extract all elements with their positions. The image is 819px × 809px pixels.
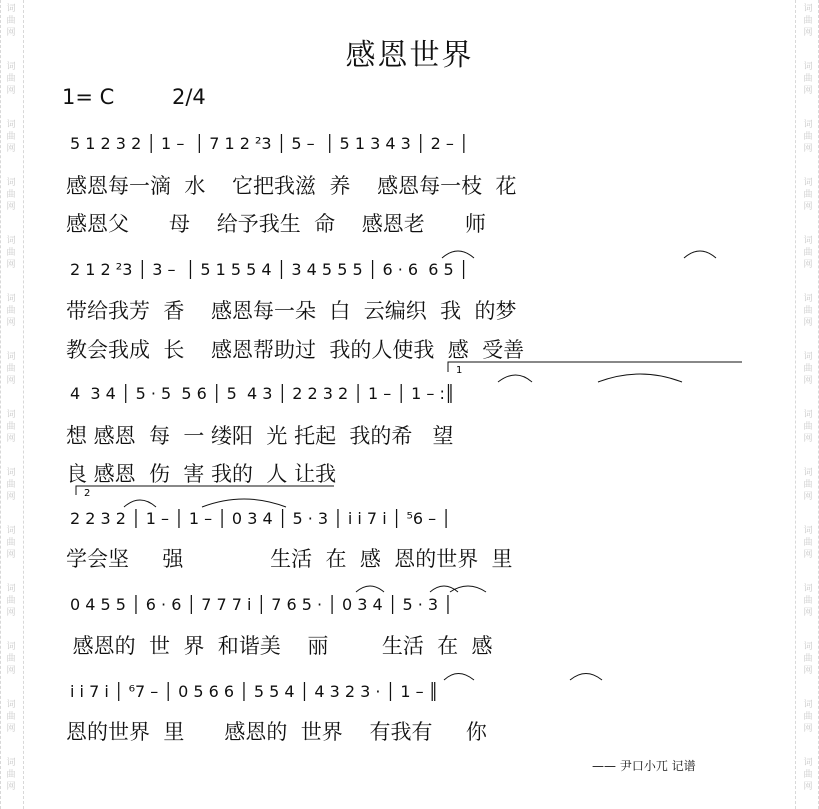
lyric-row-1-verse-2: 感恩父 母 给予我生 命 感恩老 师 <box>66 212 486 236</box>
slur <box>444 674 474 681</box>
slur <box>570 674 602 681</box>
watermark-char: 网 <box>803 202 813 212</box>
volta-1-bracket <box>448 362 742 372</box>
notation-row-3: 4 3 4 │ 5 · 5 5 6 │ 5 4 3 │ 2 2 3 2 │ 1 – │ 1 – :║ <box>70 384 455 403</box>
lyric-row-4: 学会坚 强 生活 在 感 恩的世界 里 <box>66 547 513 571</box>
slur <box>684 251 716 258</box>
watermark-char: 网 <box>6 434 16 444</box>
watermark-char: 词 <box>6 4 16 14</box>
watermark-char: 词 <box>803 758 813 768</box>
watermark-char: 网 <box>6 492 16 502</box>
watermark-char: 词 <box>6 584 16 594</box>
watermark-char: 词 <box>803 120 813 130</box>
watermark-char: 曲 <box>6 712 16 722</box>
slur <box>450 586 486 592</box>
watermark-char: 曲 <box>803 596 813 606</box>
watermark-char: 曲 <box>803 306 813 316</box>
watermark-char: 曲 <box>803 16 813 26</box>
volta-1-label: 1 <box>456 365 463 376</box>
watermark-char: 词 <box>803 468 813 478</box>
notation-row-4: 2 2 3 2 │ 1 – │ 1 – │ 0 3 4 │ 5 · 3 │ i i 7 i │ ⁵6 – │ <box>70 509 451 528</box>
watermark-char: 曲 <box>803 538 813 548</box>
notation-row-2: 2 1 2 ²3 │ 3 – │ 5 1 5 5 4 │ 3 4 5 5 5 │ 6 · 6 6 5 │ <box>70 260 469 279</box>
watermark-char: 网 <box>6 260 16 270</box>
watermark-char: 词 <box>6 642 16 652</box>
slur <box>430 586 458 592</box>
slur <box>598 374 682 382</box>
song-title: 感恩世界 <box>345 38 474 73</box>
lyric-row-2-verse-2: 教会我成 长 感恩帮助过 我的人使我 感 受善 <box>66 338 525 362</box>
watermark-char: 词 <box>803 352 813 362</box>
lyric-row-5: 感恩的 世 界 和谐美 丽 生活 在 感 <box>66 634 493 658</box>
watermark-char: 网 <box>803 318 813 328</box>
watermark-char: 曲 <box>6 422 16 432</box>
watermark-char: 词 <box>6 410 16 420</box>
slur <box>356 586 384 592</box>
watermark-char: 网 <box>803 550 813 560</box>
volta-2-label: 2 <box>84 488 91 499</box>
watermark-char: 网 <box>6 782 16 792</box>
watermark-char: 词 <box>803 62 813 72</box>
watermark-char: 网 <box>6 144 16 154</box>
watermark-char: 网 <box>803 434 813 444</box>
lyric-row-3-verse-2: 良 感恩 伤 害 我的 人 让我 <box>66 462 337 486</box>
lyric-row-1-verse-1: 感恩每一滴 水 它把我滋 养 感恩每一枝 花 <box>66 174 517 198</box>
slur <box>202 499 286 507</box>
watermark-char: 网 <box>6 318 16 328</box>
lyric-row-3-verse-1: 想 感恩 每 一 缕阳 光 托起 我的希 望 <box>66 424 454 448</box>
watermark-char: 曲 <box>6 596 16 606</box>
notation-row-6: i i 7 i │ ⁶7 – │ 0 5 6 6 │ 5 5 4 │ 4 3 2 3 · │ 1 – ║ <box>70 682 439 701</box>
watermark-char: 词 <box>803 178 813 188</box>
watermark-char: 词 <box>6 700 16 710</box>
watermark-char: 曲 <box>803 712 813 722</box>
watermark-char: 曲 <box>803 422 813 432</box>
watermark-char: 词 <box>803 4 813 14</box>
watermark-char: 网 <box>6 550 16 560</box>
slur <box>124 500 156 507</box>
watermark-char: 网 <box>6 28 16 38</box>
watermark-char: 词 <box>6 120 16 130</box>
watermark-char: 词 <box>803 294 813 304</box>
watermark-char: 网 <box>803 782 813 792</box>
watermark-char: 曲 <box>803 364 813 374</box>
watermark-char: 词 <box>6 468 16 478</box>
volta-2-bracket <box>76 486 334 495</box>
watermark-char: 词 <box>6 526 16 536</box>
watermark-char: 网 <box>6 86 16 96</box>
watermark-char: 曲 <box>6 770 16 780</box>
watermark-char: 网 <box>6 202 16 212</box>
watermark-char: 曲 <box>6 480 16 490</box>
watermark-char: 词 <box>6 294 16 304</box>
time-signature: 2/4 <box>172 85 206 109</box>
watermark-char: 曲 <box>803 74 813 84</box>
watermark-char: 曲 <box>803 190 813 200</box>
watermark-char: 网 <box>803 86 813 96</box>
watermark-char: 网 <box>803 28 813 38</box>
key-signature: 1= C <box>62 85 115 109</box>
watermark-char: 曲 <box>6 132 16 142</box>
watermark-char: 曲 <box>6 248 16 258</box>
watermark-char: 曲 <box>6 538 16 548</box>
watermark-char: 词 <box>803 700 813 710</box>
lyric-row-6: 恩的世界 里 感恩的 世界 有我有 你 <box>66 720 487 744</box>
slur <box>442 251 474 258</box>
watermark-char: 词 <box>803 410 813 420</box>
watermark-char: 曲 <box>803 248 813 258</box>
watermark-char: 词 <box>803 236 813 246</box>
watermark-char: 网 <box>6 724 16 734</box>
watermark-char: 网 <box>803 666 813 676</box>
watermark-char: 网 <box>803 260 813 270</box>
watermark-char: 词 <box>6 352 16 362</box>
slur <box>498 375 532 382</box>
watermark-char: 网 <box>803 492 813 502</box>
watermark-char: 曲 <box>6 190 16 200</box>
notation-row-1: 5 1 2 3 2 │ 1 – │ 7 1 2 ²3 │ 5 – │ 5 1 3 4 3 │ 2 – │ <box>70 134 469 153</box>
watermark-char: 曲 <box>6 364 16 374</box>
lyric-row-2-verse-1: 带给我芳 香 感恩每一朵 白 云编织 我 的梦 <box>66 299 517 323</box>
watermark-char: 词 <box>803 584 813 594</box>
watermark-char: 曲 <box>6 74 16 84</box>
watermark-char: 词 <box>6 62 16 72</box>
watermark-char: 网 <box>6 376 16 386</box>
watermark-char: 曲 <box>803 770 813 780</box>
watermark-char: 词 <box>6 758 16 768</box>
watermark-char: 曲 <box>803 654 813 664</box>
watermark-char: 网 <box>803 608 813 618</box>
transcriber-credit: —— 尹口小兀 记谱 <box>592 759 696 773</box>
watermark-char: 曲 <box>803 132 813 142</box>
notation-row-5: 0 4 5 5 │ 6 · 6 │ 7 7 7 i │ 7 6 5 · │ 0 3 4 │ 5 · 3 │ <box>70 595 453 614</box>
watermark-char: 曲 <box>6 306 16 316</box>
watermark-char: 曲 <box>6 654 16 664</box>
watermark-char: 曲 <box>803 480 813 490</box>
watermark-char: 词 <box>6 178 16 188</box>
watermark-char: 词 <box>803 642 813 652</box>
watermark-char: 网 <box>803 376 813 386</box>
watermark-char: 词 <box>803 526 813 536</box>
watermark-char: 网 <box>803 144 813 154</box>
watermark-char: 网 <box>6 608 16 618</box>
watermark-char: 曲 <box>6 16 16 26</box>
watermark-char: 词 <box>6 236 16 246</box>
watermark-char: 网 <box>6 666 16 676</box>
watermark-char: 网 <box>803 724 813 734</box>
